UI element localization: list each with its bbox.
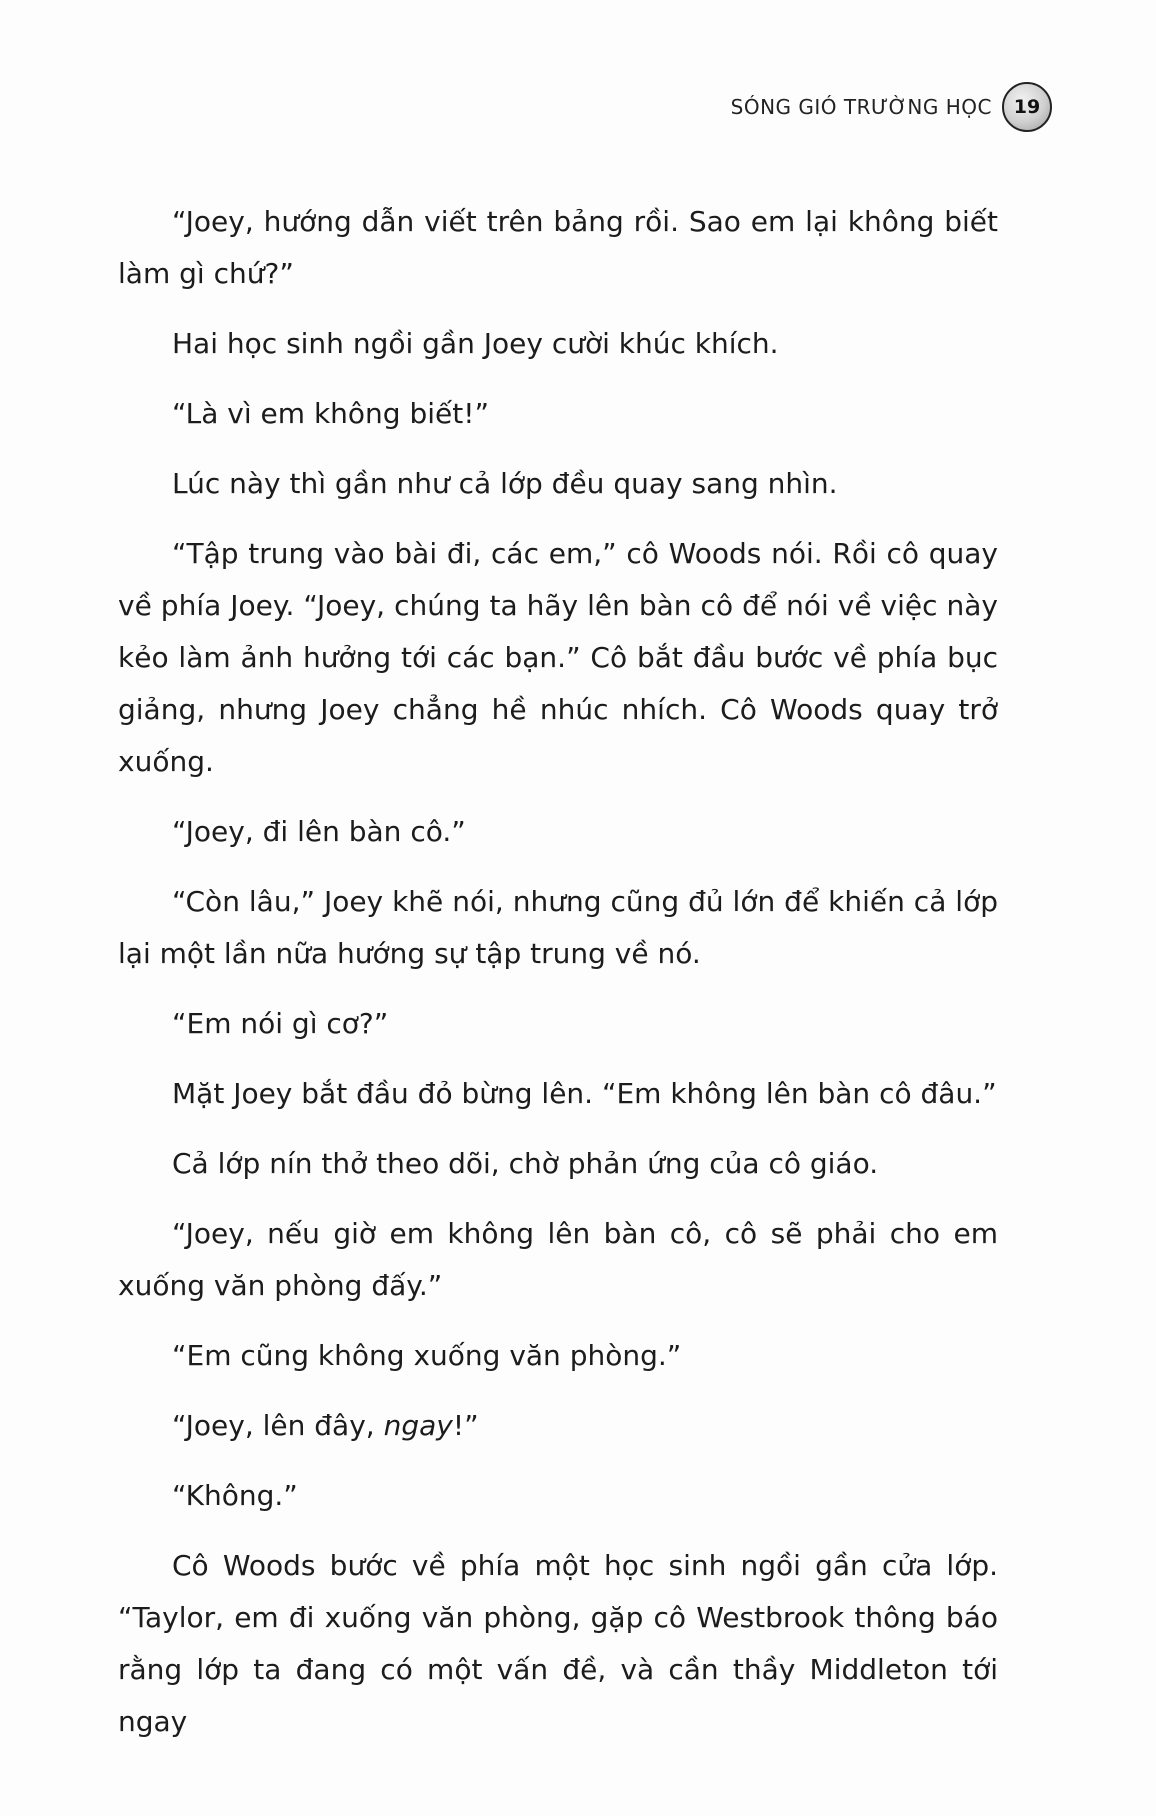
paragraph-text-after: !” — [452, 1409, 479, 1442]
page-header — [731, 82, 1052, 132]
paragraph: “Em cũng không xuống văn phòng.” — [172, 1339, 682, 1372]
paragraph: “Joey, đi lên bàn cô.” — [172, 815, 466, 848]
paragraph: “Joey, hướng dẫn viết trên bảng rồi. Sao em lại không biết làm gì chứ?” — [118, 205, 998, 290]
page-number-badge: 19 — [1002, 82, 1052, 132]
paragraph: Lúc này thì gần như cả lớp đều quay sang nhìn. — [172, 467, 838, 500]
paragraph: “Joey, nếu giờ em không lên bàn cô, cô sẽ phải cho em xuống văn phòng đấy.” — [118, 1217, 998, 1302]
paragraph-with-emphasis — [118, 1400, 998, 1452]
paragraph-text-before: “Joey, lên đây, — [172, 1409, 384, 1442]
emphasized-word: ngay — [383, 1409, 453, 1442]
paragraph: Mặt Joey bắt đầu đỏ bừng lên. “Em không lên bàn cô đâu.” — [172, 1077, 997, 1110]
paragraph: Cả lớp nín thở theo dõi, chờ phản ứng của cô giáo. — [172, 1147, 879, 1180]
paragraph: “Em nói gì cơ?” — [172, 1007, 389, 1040]
paragraph: Hai học sinh ngồi gần Joey cười khúc khích. — [172, 327, 779, 360]
running-head: SÓNG GIÓ TRƯỜNG HỌC — [730, 95, 992, 119]
body-text — [118, 196, 998, 1766]
paragraph: “Không.” — [172, 1479, 298, 1512]
paragraph: “Tập trung vào bài đi, các em,” cô Woods nói. Rồi cô quay về phía Joey. “Joey, chúng ta hãy lên bàn cô để nói về việc này kẻo làm ảnh hưởng tới các bạn.” Cô bắt đầu bước về phía bục giảng, nhưng Joey chẳng hề nhúc nhích. Cô Woods quay trở xuống. — [118, 537, 998, 778]
paragraph: Cô Woods bước về phía một học sinh ngồi gần cửa lớp. “Taylor, em đi xuống văn phòng, gặp cô Westbrook thông báo rằng lớp ta đang có một vấn đề, và cần thầy Middleton tới ngay — [118, 1549, 998, 1738]
paragraph: “Là vì em không biết!” — [172, 397, 489, 430]
paragraph: “Còn lâu,” Joey khẽ nói, nhưng cũng đủ lớn để khiến cả lớp lại một lần nữa hướng sự tập trung về nó. — [118, 885, 998, 970]
